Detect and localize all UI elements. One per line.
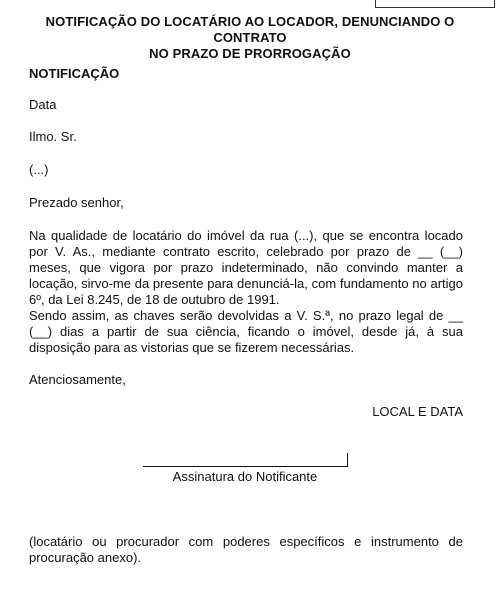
signature-label: Assinatura do Notificante	[172, 469, 318, 484]
title-line-1: NOTIFICAÇÃO DO LOCATÁRIO AO LOCADOR, DENUNCIANDO O CONTRATO	[45, 14, 455, 45]
notification-heading: NOTIFICAÇÃO	[29, 66, 120, 81]
place-and-date: LOCAL E DATA	[372, 404, 463, 419]
greeting: Prezado senhor,	[29, 195, 124, 210]
document-title	[20, 14, 480, 62]
title-line-2: NO PRAZO DE PRORROGAÇÃO	[149, 46, 351, 61]
signature-line	[143, 453, 348, 467]
recipient-placeholder: (...)	[29, 162, 49, 177]
footnote: (locatário ou procurador com poderes específicos e instrumento de procuração anexo).	[29, 534, 463, 565]
salutation-to: Ilmo. Sr.	[29, 129, 77, 144]
closing: Atenciosamente,	[29, 372, 126, 387]
corner-frame	[375, 0, 495, 8]
paragraph-denunciation: Na qualidade de locatário do imóvel da rua (...), que se encontra locado por V. As., mediante contrato escrito, celebrado por prazo de __ (__) meses, que vigora por prazo indeterminado, não convindo manter a locação, sirvo-me da presente para denunciá-la, com fundamento no artigo 6º, da Lei 8.245, de 18 de outubro de 1991.	[29, 228, 463, 307]
date-label: Data	[29, 97, 57, 112]
paragraph-keys-return: Sendo assim, as chaves serão devolvidas a V. S.ª, no prazo legal de __ (__) dias a partir de sua ciência, ficando o imóvel, desde já, à sua disposição para as vistorias que se fizerem necessárias.	[29, 308, 463, 355]
